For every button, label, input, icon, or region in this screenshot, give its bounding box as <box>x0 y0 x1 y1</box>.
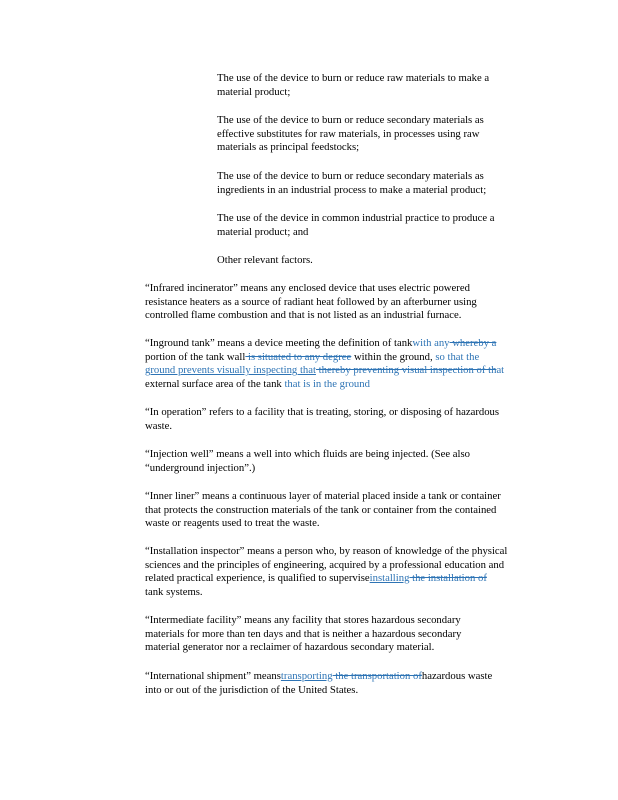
definition-international-shipment <box>145 670 565 697</box>
line: “Installation inspector” means a person who, by reason of knowledge of the physical <box>145 545 508 557</box>
definition-intermediate-facility <box>145 614 565 655</box>
definition-installation-inspector <box>145 545 565 599</box>
line: Other relevant factors. <box>217 254 313 266</box>
line: “Intermediate facility” means any facility that stores hazardous secondary <box>145 614 461 626</box>
line: material generator nor a reclaimer of hazardous secondary material. <box>145 641 435 654</box>
line: “underground injection”.) <box>145 461 256 474</box>
factor-secondary-substitutes <box>217 114 547 155</box>
line: resistance heaters as a source of radiant heat followed by an afterburner using <box>145 295 477 308</box>
line: ingredients in an industrial process to make a material product; <box>217 183 487 196</box>
deleted-text: the transportation of <box>332 670 422 682</box>
inserted-text: with any <box>412 337 450 349</box>
line: effective substitutes for raw materials, in processes using raw <box>217 127 480 140</box>
text-run: “Inground tank” means a device meeting the definition of tank <box>145 337 413 349</box>
definition-injection-well <box>145 448 565 475</box>
text-run: “International shipment” means <box>145 670 281 682</box>
line: The use of the device to burn or reduce raw materials to make a <box>217 72 490 84</box>
line: The use of the device to burn or reduce secondary materials as <box>217 114 484 126</box>
factor-secondary-ingredients <box>217 170 547 197</box>
line: “Infrared incinerator” means any enclosed device that uses electric powered <box>145 282 470 294</box>
line: controlled flame combustion and that is not listed as an industrial furnace. <box>145 309 462 322</box>
inserted-text: that is in the ground <box>284 377 370 390</box>
line: waste or reagents used to treat the waste. <box>145 517 320 530</box>
factor-common-practice <box>217 212 547 239</box>
text-run: related practical experience, is qualified to supervise <box>145 572 370 585</box>
inserted-text: at <box>496 364 505 377</box>
inserted-text: transporting <box>280 670 333 682</box>
line: materials as principal feedstocks; <box>217 141 360 154</box>
factor-other <box>217 254 547 268</box>
definition-infrared-incinerator <box>145 282 565 323</box>
text-run: within the ground, <box>351 350 433 363</box>
inserted-text: ground prevents visually inspecting that <box>145 364 316 377</box>
deleted-text: the installation of <box>409 572 487 585</box>
line: The use of the device in common industrial practice to produce a <box>217 212 495 224</box>
definition-in-operation <box>145 406 565 433</box>
line: sciences and the principles of engineering, acquired by a professional education and <box>145 558 505 571</box>
line: material product; and <box>217 225 309 238</box>
deleted-text: thereby preventing visual inspection of th <box>315 364 497 377</box>
deleted-text: to any degree <box>291 350 352 363</box>
line: “Inner liner” means a continuous layer of material placed inside a tank or container <box>145 490 501 502</box>
text-run: portion of the tank wall <box>145 350 246 363</box>
deleted-text: is situated <box>245 350 292 363</box>
line: tank systems. <box>145 585 203 598</box>
text-run: external surface area of the tank <box>145 377 285 390</box>
factor-raw-materials <box>217 72 547 99</box>
line: into or out of the jurisdiction of the United States. <box>145 683 359 696</box>
inserted-text: so that the <box>432 350 480 363</box>
definition-inground-tank <box>145 337 565 391</box>
line: waste. <box>145 419 173 432</box>
deleted-text: whereby a <box>449 337 497 349</box>
line: material product; <box>217 85 291 98</box>
definition-inner-liner <box>145 490 565 531</box>
line: “Injection well” means a well into which fluids are being injected. (See also <box>145 448 470 460</box>
text-run: hazardous waste <box>421 670 493 682</box>
line: that protects the construction materials of the tank or container from the contained <box>145 503 497 516</box>
line: The use of the device to burn or reduce secondary materials as <box>217 170 484 182</box>
line: materials for more than ten days and that is neither a hazardous secondary <box>145 627 462 640</box>
line: “In operation” refers to a facility that is treating, storing, or disposing of hazardous <box>145 406 500 418</box>
inserted-text: installing <box>369 572 410 585</box>
